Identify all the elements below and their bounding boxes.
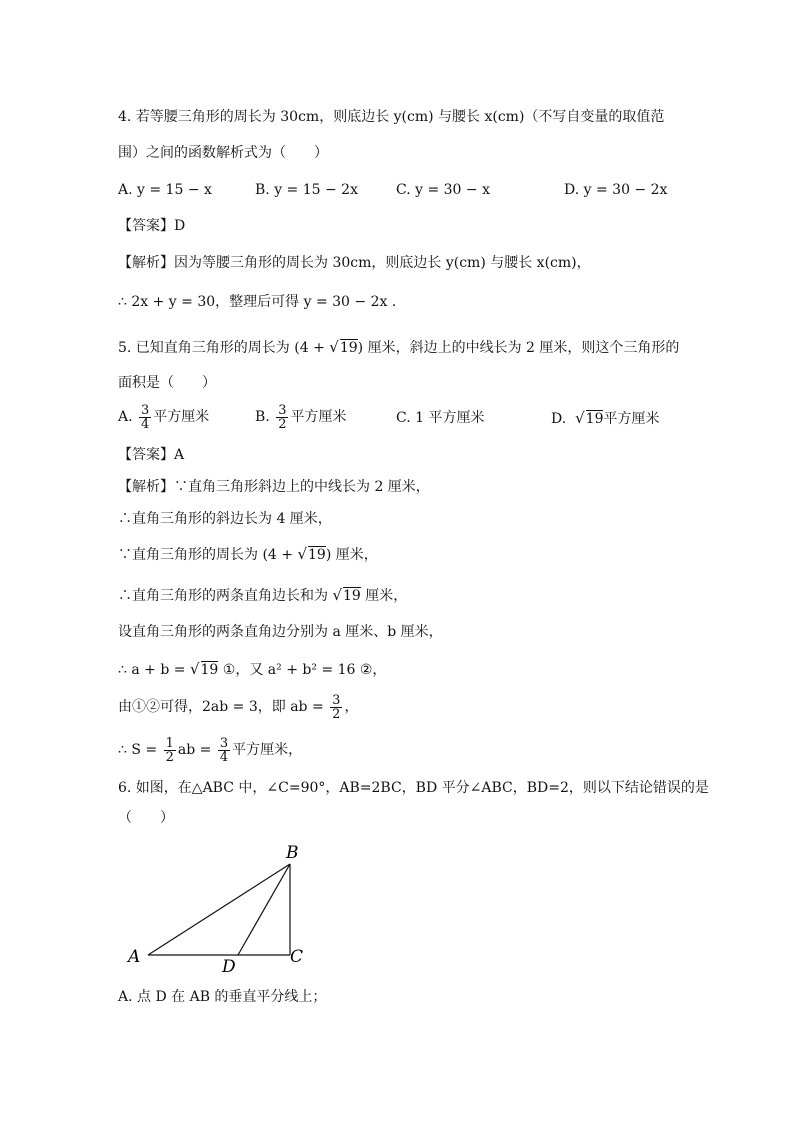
q5-stem-line2: 面积是（ ） [118,375,216,391]
q4-option-c: C. y = 30 − x [396,182,490,198]
segment-ab [148,864,290,955]
q4-option-a: A. y = 15 − x [118,182,212,198]
q5-option-d: D. √19平方厘米 [551,409,660,427]
q5-option-a: A. $\frac{3}{4}$ 平方厘米 [118,402,210,432]
q4-stem-line1: 4. 若等腰三角形的周长为 30cm，则底边长 y(cm) 与腰长 x(cm)（不写自变量的取值范 [118,109,665,125]
q5-option-c: C. 1 平方厘米 [396,410,485,426]
q5-answer: 【答案】A [118,447,185,463]
q5-stem-line1: 5. 已知直角三角形的周长为 (4 + √19) 厘米，斜边上的中线长为 2 厘米，则这个三角形的 [118,338,680,356]
q4-answer: 【答案】D [118,218,186,234]
q6-stem-line2: （ ） [118,810,174,826]
q5-explanation-line8: ∴ S = $\frac{1}{2}$ ab = $\frac{3}{4}$ 平方厘米， [118,735,303,765]
q4-explanation-line2: ∴ 2x + y = 30，整理后可得 y = 30 − 2x . [118,294,397,310]
q5-explanation-line3: ∵直角三角形的周长为 (4 + √19) 厘米， [118,545,378,563]
vertex-label-b: B [286,843,299,863]
q4-stem-line2: 围）之间的函数解析式为（ ） [118,145,328,161]
segment-bd [238,864,290,955]
triangle-figure [118,838,328,978]
q5-explanation-line2: ∴直角三角形的斜边长为 4 厘米， [118,511,332,527]
q6-option-a: A. 点 D 在 AB 的垂直平分线上； [118,989,327,1005]
q5-explanation-line7: 由①②可得，2ab = 3，即 ab = $\frac{3}{2}$ ， [118,692,359,722]
q5-explanation-line6: ∴ a + b = √19 ①，又 a² + b² = 16 ②， [118,660,387,678]
vertex-label-a: A [128,947,141,967]
q5-explanation-line4: ∴直角三角形的两条直角边长和为 √19 厘米， [118,586,408,604]
point-label-d: D [222,957,236,977]
q5-explanation-line1: 【解析】∵直角三角形斜边上的中线长为 2 厘米， [118,479,430,495]
q5-explanation-line5: 设直角三角形的两条直角边分别为 a 厘米、b 厘米， [118,624,443,640]
q5-option-b: B. $\frac{3}{2}$ 平方厘米 [255,402,347,432]
q4-option-d: D. y = 30 − 2x [564,182,668,198]
q4-explanation-line1: 【解析】因为等腰三角形的周长为 30cm，则底边长 y(cm) 与腰长 x(cm)， [118,255,591,271]
q6-stem-line1: 6. 如图，在△ABC 中，∠C=90°，AB=2BC，BD 平分∠ABC，BD=2，则以下结论错误的是 [118,780,709,796]
vertex-label-c: C [290,947,304,967]
q4-option-b: B. y = 15 − 2x [255,182,358,198]
